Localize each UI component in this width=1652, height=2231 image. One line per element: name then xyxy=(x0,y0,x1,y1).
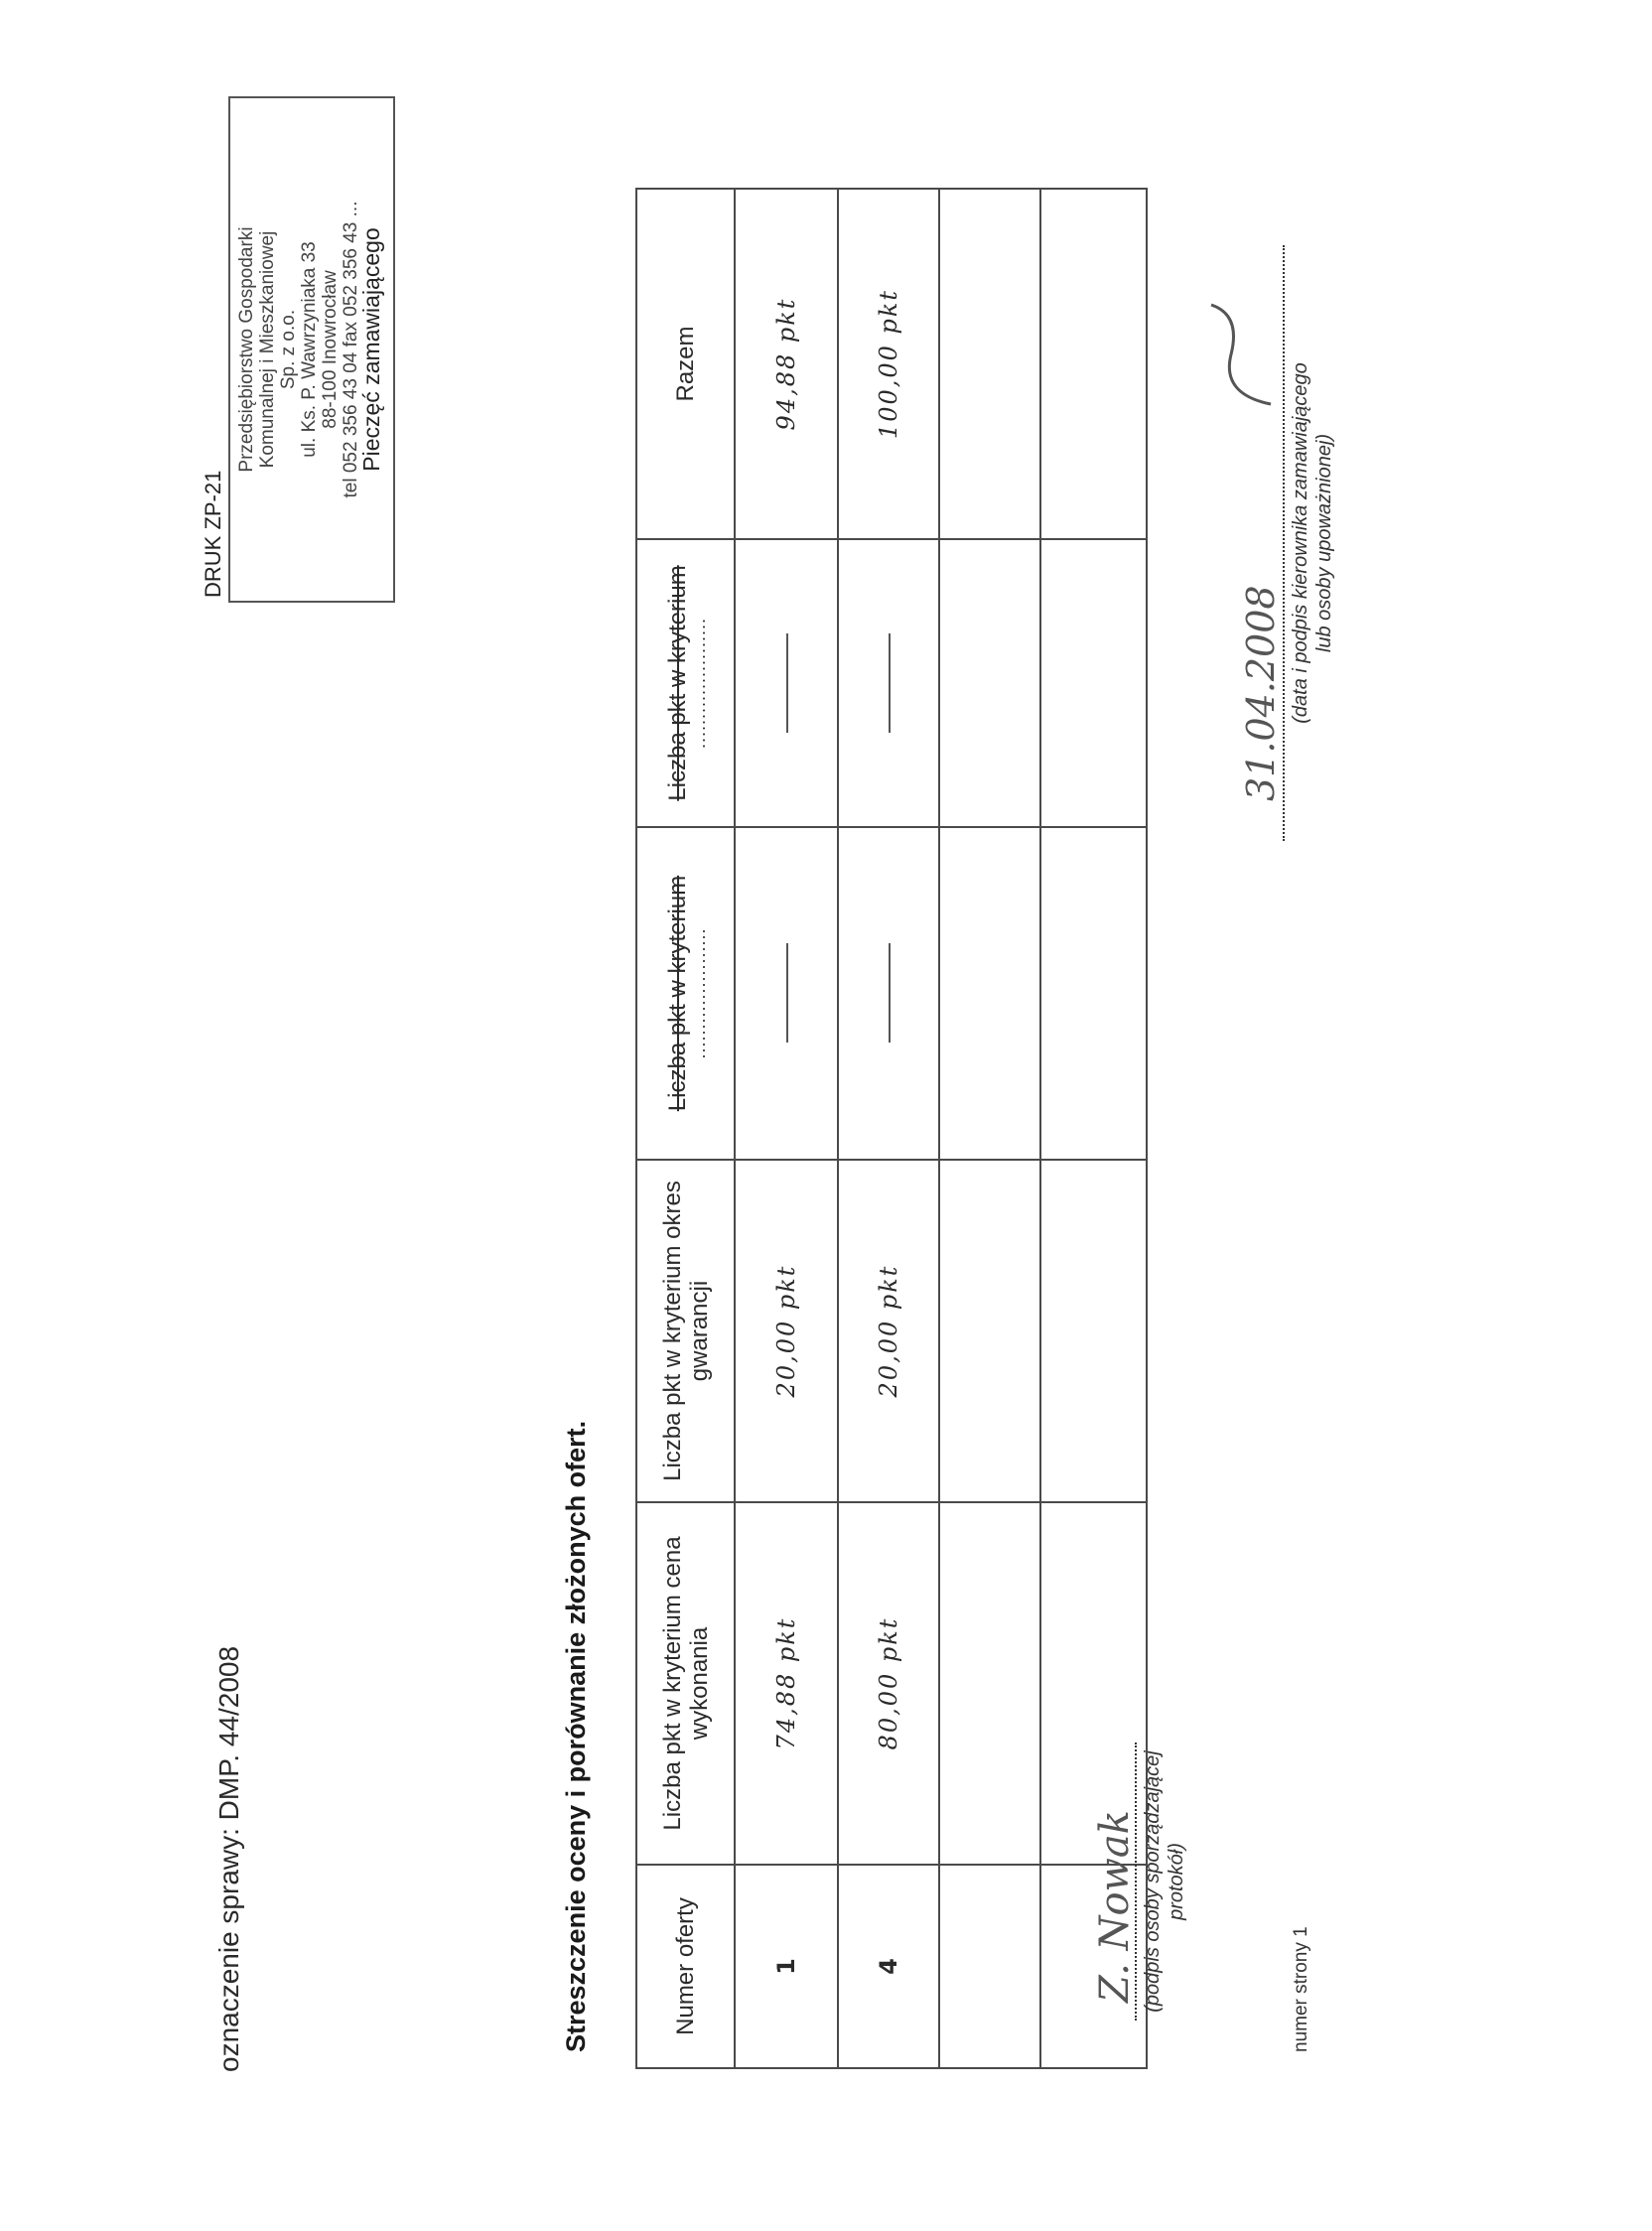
offer-number: 1 xyxy=(735,1865,838,2068)
criterion-3-points xyxy=(838,827,939,1160)
criterion-4-points xyxy=(838,539,939,827)
header-offer: Numer oferty xyxy=(636,1865,735,2068)
price-points: 80,00 pkt xyxy=(838,1502,939,1865)
stamp-line: Komunalnej i Mieszkaniowej xyxy=(257,230,278,469)
header-criterion-3-label: Liczba pkt w kryterium xyxy=(664,875,691,1112)
offer-number: 4 xyxy=(838,1865,939,2068)
preparer-signature: Z. Nowak xyxy=(1092,1810,1138,2003)
approval-caption-1: (data i podpis kierownika zamawiającego xyxy=(1290,362,1311,724)
table-row xyxy=(838,189,939,2068)
criterion-3-points xyxy=(735,827,838,1160)
form-id: DRUK ZP-21 xyxy=(201,470,225,598)
page-title: Streszczenie oceny i porównanie złożonych ofert. xyxy=(561,1420,591,2052)
preparer-caption: (podpis osoby sporządzającej protokół) xyxy=(1142,1750,1187,2013)
header-total: Razem xyxy=(636,189,735,539)
dash-mark xyxy=(786,633,788,733)
stamp-line: ul. Ks. P. Wawrzyniaka 33 xyxy=(299,241,320,458)
table-row-empty xyxy=(939,189,1040,2068)
total-points: 94,88 pkt xyxy=(735,189,838,539)
header-dots: ...................... xyxy=(689,617,709,750)
table-row-empty xyxy=(1040,189,1147,2068)
approval-date: 31.04.2008 xyxy=(1239,585,1283,801)
stamp-line: 88-100 Inowrocław xyxy=(320,270,341,429)
approval-signature-block xyxy=(1283,245,1336,841)
dash-mark xyxy=(786,944,788,1044)
header-criterion-4-label: Liczba pkt w kryterium xyxy=(664,565,691,801)
header-price: Liczba pkt w kryterium cena wykonania xyxy=(636,1502,735,1865)
company-stamp xyxy=(228,96,395,603)
dash-mark xyxy=(889,944,891,1044)
dash-mark xyxy=(889,633,891,733)
price-points: 74,88 pkt xyxy=(735,1502,838,1865)
header-dots: ...................... xyxy=(689,927,709,1059)
header-criterion-4 xyxy=(636,539,735,827)
warranty-points: 20,00 pkt xyxy=(838,1160,939,1502)
criterion-4-points xyxy=(735,539,838,827)
approval-signature-mark xyxy=(1201,295,1291,414)
case-reference: oznaczenie sprawy: DMP. 44/2008 xyxy=(213,1645,244,2072)
table-header-row xyxy=(636,189,735,2068)
stamp-caption: Pieczęć zamawiającego xyxy=(358,227,384,472)
evaluation-table xyxy=(635,188,1148,2069)
header-criterion-3 xyxy=(636,827,735,1160)
stamp-line: Sp. z o.o. xyxy=(278,309,299,390)
total-points: 100,00 pkt xyxy=(838,189,939,539)
stamp-line: Przedsiębiorstwo Gospodarki xyxy=(236,226,257,473)
stamp-line: tel 052 356 43 04 fax 052 356 43 ... xyxy=(341,201,361,498)
warranty-points: 20,00 pkt xyxy=(735,1160,838,1502)
table-row xyxy=(735,189,838,2068)
page-number: numer strony 1 xyxy=(1291,1926,1311,2052)
header-warranty: Liczba pkt w kryterium okres gwarancji xyxy=(636,1160,735,1502)
approval-caption-2: lub osoby upoważnionej) xyxy=(1313,433,1335,653)
preparer-signature-block xyxy=(1135,1743,1188,2021)
